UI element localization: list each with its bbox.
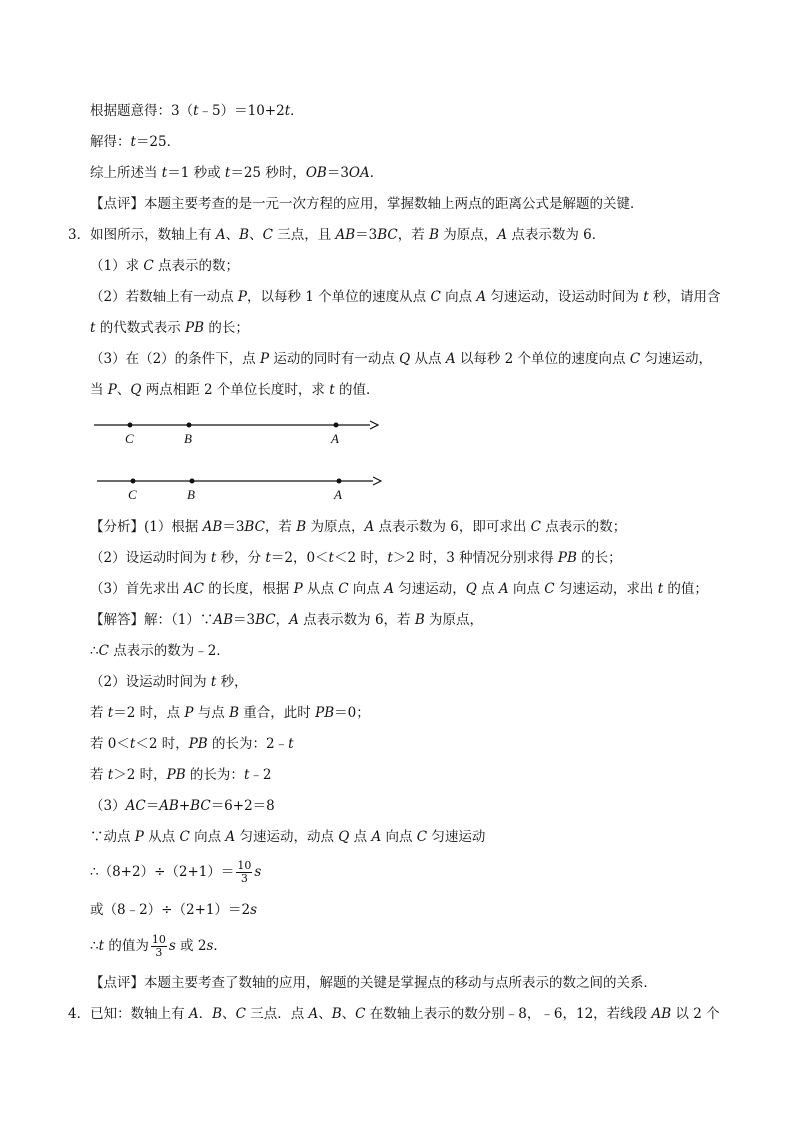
solution-line: ∴C 点表示的数为﹣2． (90, 643, 230, 659)
solution-line: 或（8﹣2）÷（2+1）＝2s (90, 902, 258, 918)
solution-line: 【解答】解：（1）∵AB＝3BC，A 点表示数为 6，若 B 为原点， (90, 612, 484, 628)
solution-line: ∴t 的值为 $\frac{10}{3}$ s 或 2s． (90, 933, 227, 959)
solution-line: ∴（8+2）÷（2+1）＝ $\frac{10}{3}$ s (90, 859, 262, 885)
point-b (187, 423, 192, 428)
comment-line: 【点评】本题主要考查了数轴的应用，解题的关键是掌握点的移动与点所表示的数之间的关系． (90, 975, 657, 991)
number-line-diagram-2 (91, 470, 391, 506)
label-c: C (128, 487, 137, 502)
point-b (190, 479, 195, 484)
analysis-line: （3）首先求出 AC 的长度，根据 P 从点 C 向点 A 匀速运动，Q 点 A 向点 C 匀速运动，求出 t 的值； (90, 581, 708, 597)
number-line-diagram-1 (88, 414, 388, 450)
problem-3-statement: 3．如图所示，数轴上有 A、B、C 三点，且 AB＝3BC，若 B 为原点，A 点表示数为 6． (68, 227, 606, 243)
question-1: （1）求 C 点表示的数； (90, 258, 240, 274)
question-2-cont: t 的代数式表示 PB 的长； (90, 320, 249, 336)
text-line: 根据题意得：3（t﹣5）＝10+2t． (90, 103, 304, 119)
solution-line: 若 t＝2 时，点 P 与点 B 重合，此时 PB＝0； (90, 705, 370, 721)
axis-arrow-icon (370, 421, 378, 429)
question-2: （2）若数轴上有一动点 P，以每秒 1 个单位的速度从点 C 向点 A 匀速运动，设运动时间为 t 秒，请用含 (90, 289, 721, 305)
comment-line: 【点评】本题主要考查的是一元一次方程的应用，掌握数轴上两点的距离公式是解题的关键． (90, 196, 644, 212)
label-c: C (125, 431, 134, 446)
question-3-cont: 当 P、Q 两点相距 2 个单位长度时，求 t 的值． (90, 382, 380, 398)
point-a (334, 423, 339, 428)
solution-line: ∵动点 P 从点 C 向点 A 匀速运动，动点 Q 点 A 向点 C 匀速运动 (90, 829, 486, 845)
solution-line: （3）AC＝AB+BC＝6+2＝8 (90, 798, 275, 814)
label-a: A (331, 431, 339, 446)
problem-4-statement: 4．已知：数轴上有 A．B、C 三点．点 A、B、C 在数轴上表示的数分别﹣8，﹣6，12，若线段 AB 以 2 个 (68, 1006, 720, 1022)
label-a: A (334, 487, 342, 502)
solution-line: 若 0＜t＜2 时，PB 的长为：2﹣t (90, 736, 294, 752)
solution-line: 若 t＞2 时，PB 的长为：t﹣2 (90, 767, 272, 783)
text-line: 综上所述当 t＝1 秒或 t＝25 秒时，OB＝3OA． (90, 165, 384, 181)
question-3: （3）在（2）的条件下，点 P 运动的同时有一动点 Q 从点 A 以每秒 2 个单位的速度向点 C 匀速运动， (90, 351, 712, 367)
point-a (337, 479, 342, 484)
label-b: B (184, 431, 192, 446)
text-line: 解得：t＝25． (90, 134, 181, 150)
axis-arrow-icon (373, 477, 381, 485)
solution-line: （2）设运动时间为 t 秒， (90, 674, 248, 690)
point-c (128, 423, 133, 428)
analysis-line: （2）设运动时间为 t 秒，分 t＝2，0＜t＜2 时，t＞2 时，3 种情况分别求得 PB 的长； (90, 550, 622, 566)
point-c (131, 479, 136, 484)
label-b: B (187, 487, 195, 502)
analysis-line: 【分析】(1）根据 AB＝3BC，若 B 为原点，A 点表示数为 6，即可求出 C 点表示的数； (90, 519, 627, 535)
